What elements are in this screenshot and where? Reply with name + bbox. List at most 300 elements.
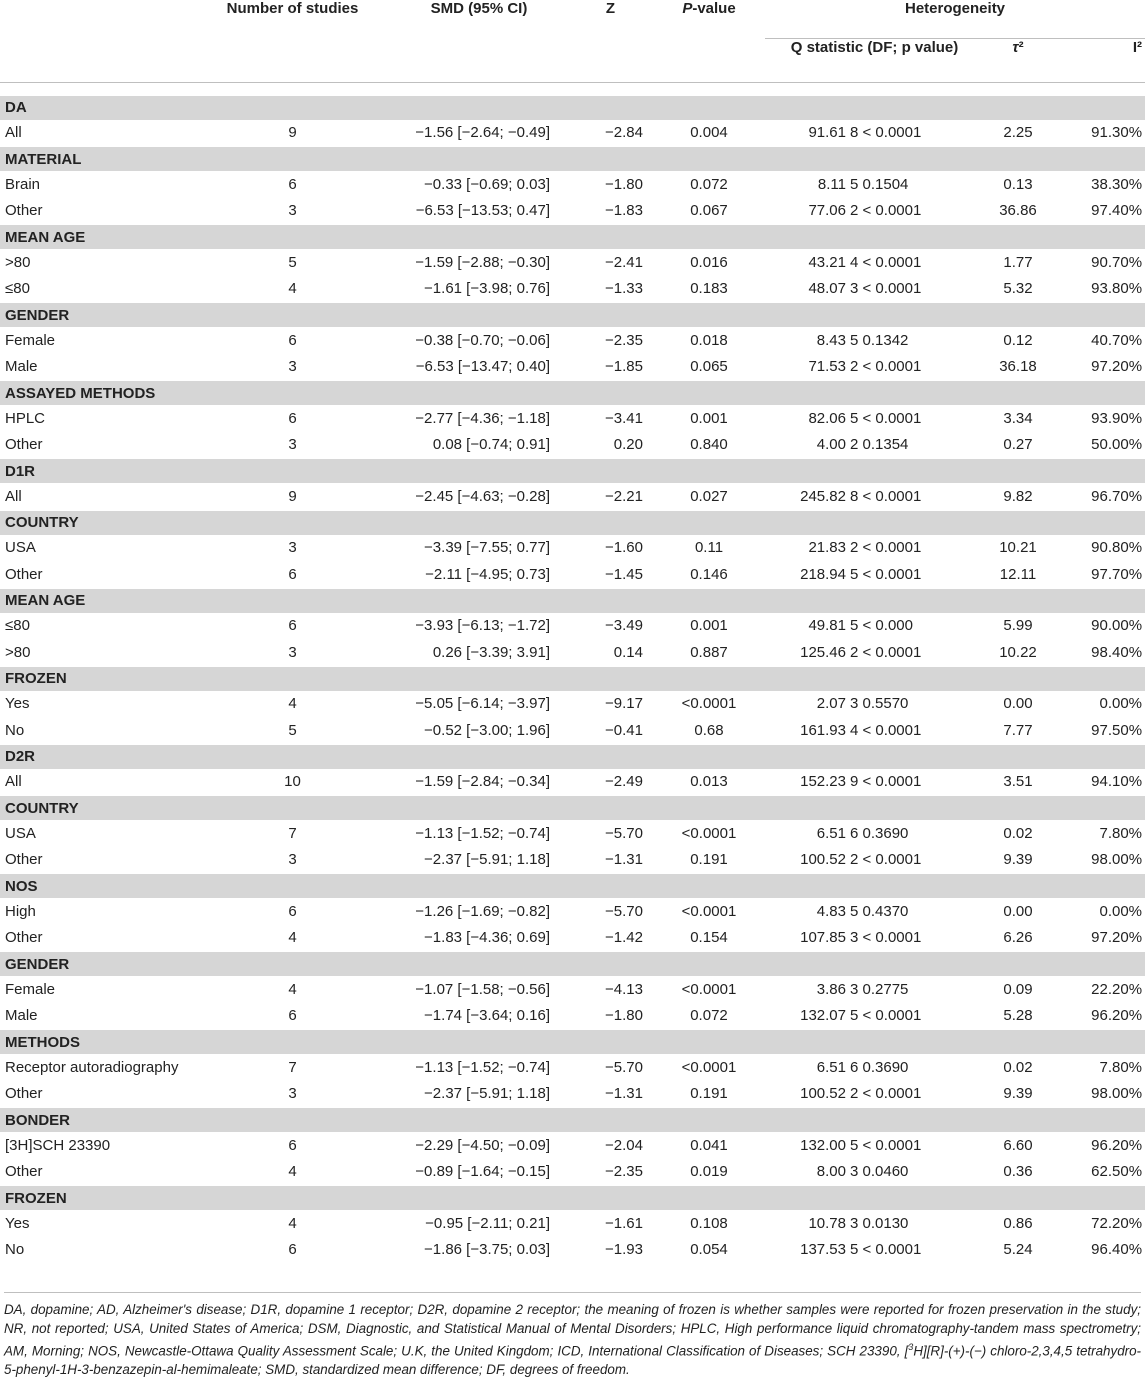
cell-i2: 96.40% (1091, 1241, 1143, 1259)
row-label: Other (5, 436, 43, 454)
cell-number-of-studies: 6 (288, 409, 297, 427)
cell-z: −4.13 (605, 980, 643, 998)
cell-smd: −1.07 [−1.58; −0.56] (415, 980, 550, 998)
cell-q-statistic: 77.06 (808, 202, 846, 220)
cell-q-statistic: 6.51 (816, 1058, 846, 1076)
table-row (0, 1003, 1145, 1030)
cell-smd: −1.59 [−2.84; −0.34] (415, 773, 550, 791)
cell-q-statistic: 3.86 (816, 980, 846, 998)
table-row (0, 327, 1145, 354)
cell-tau: 0.02 (1003, 824, 1033, 842)
cell-p-value: 0.68 (694, 721, 724, 739)
section-header-row (0, 1108, 1145, 1133)
row-label: Female (5, 331, 56, 349)
cell-number-of-studies: 5 (288, 253, 297, 271)
table-row (0, 561, 1145, 588)
cell-smd: −1.83 [−4.36; 0.69] (424, 929, 550, 947)
cell-tau: 0.02 (1003, 1058, 1033, 1076)
cell-number-of-studies: 6 (288, 1007, 297, 1025)
footnote-superscript: 3 (908, 1342, 914, 1352)
cell-z: −0.41 (605, 721, 643, 739)
cell-i2: 97.70% (1091, 565, 1143, 583)
cell-tau: 5.24 (1003, 1241, 1033, 1259)
row-label: [3H]SCH 23390 (5, 1136, 111, 1154)
cell-smd: −6.53 [−13.47; 0.40] (415, 358, 550, 376)
cell-i2: 50.00% (1091, 436, 1143, 454)
cell-z: −1.31 (605, 851, 643, 869)
cell-smd: −0.89 [−1.64; −0.15] (415, 1163, 550, 1181)
row-label: Yes (5, 695, 30, 713)
cell-smd: −2.37 [−5.91; 1.18] (424, 1085, 550, 1103)
table-row (0, 171, 1145, 198)
cell-i2: 91.30% (1091, 124, 1143, 142)
cell-q-statistic: 132.00 (800, 1136, 846, 1154)
cell-z: 0.20 (613, 436, 643, 454)
cell-i2: 62.50% (1091, 1163, 1143, 1181)
cell-q-df-p: 3 0.0130 (850, 1214, 909, 1232)
cell-tau: 0.00 (1003, 695, 1033, 713)
section-header-row (0, 95, 1145, 120)
cell-smd: −6.53 [−13.53; 0.47] (415, 202, 550, 220)
cell-p-value: 0.054 (690, 1241, 728, 1259)
cell-z: −1.45 (605, 565, 643, 583)
cell-smd: −1.74 [−3.64; 0.16] (424, 1007, 550, 1025)
cell-smd: −2.29 [−4.50; −0.09] (415, 1136, 550, 1154)
cell-tau: 12.11 (999, 565, 1037, 583)
row-label: Other (5, 1163, 43, 1181)
cell-q-statistic: 82.06 (808, 409, 846, 427)
cell-i2: 96.20% (1091, 1136, 1143, 1154)
row-label: Brain (5, 175, 41, 193)
cell-q-df-p: 3 0.0460 (850, 1163, 909, 1181)
cell-q-statistic: 8.43 (816, 331, 846, 349)
cell-tau: 0.27 (1003, 436, 1033, 454)
cell-tau: 5.28 (1003, 1007, 1033, 1025)
cell-p-value: 0.146 (690, 565, 728, 583)
cell-q-statistic: 100.52 (800, 851, 846, 869)
row-label: All (5, 487, 22, 505)
table-row (0, 483, 1145, 510)
cell-number-of-studies: 6 (288, 617, 297, 635)
cell-q-statistic: 48.07 (808, 280, 846, 298)
table-row (0, 847, 1145, 874)
cell-z: −1.61 (605, 1214, 643, 1232)
row-label: USA (5, 539, 36, 557)
cell-tau: 0.13 (1003, 175, 1033, 193)
cell-smd: −0.52 [−3.00; 1.96] (424, 721, 550, 739)
cell-p-value: <0.0001 (681, 1058, 737, 1076)
cell-q-df-p: 5 < 0.0001 (850, 1007, 922, 1025)
cell-i2: 98.40% (1091, 643, 1143, 661)
table-footnote (4, 1292, 1141, 1379)
row-label: Other (5, 202, 43, 220)
row-label: >80 (5, 643, 31, 661)
cell-p-value: 0.041 (690, 1136, 728, 1154)
cell-q-statistic: 10.78 (808, 1214, 846, 1232)
cell-number-of-studies: 4 (288, 1163, 297, 1181)
cell-p-value: 0.072 (690, 1007, 728, 1025)
cell-number-of-studies: 3 (288, 539, 297, 557)
table-row (0, 535, 1145, 562)
cell-z: 0.14 (613, 643, 643, 661)
section-title: D2R (0, 744, 1145, 769)
section-title: BONDER (0, 1108, 1145, 1133)
table-row (0, 769, 1145, 796)
table-row (0, 976, 1145, 1003)
cell-smd: −2.11 [−4.95; 0.73] (425, 565, 550, 583)
header-q-statistic: Q statistic (DF; p value) (765, 38, 984, 82)
table-row (0, 717, 1145, 744)
cell-smd: 0.08 [−0.74; 0.91] (432, 436, 550, 454)
cell-q-statistic: 4.83 (816, 902, 846, 920)
cell-tau: 10.21 (999, 539, 1037, 557)
cell-tau: 1.77 (1003, 253, 1033, 271)
cell-tau: 2.25 (1003, 124, 1033, 142)
cell-q-df-p: 8 < 0.0001 (850, 487, 922, 505)
cell-number-of-studies: 7 (288, 824, 297, 842)
cell-q-df-p: 3 < 0.0001 (850, 929, 922, 947)
cell-smd: −3.39 [−7.55; 0.77] (424, 539, 550, 557)
cell-i2: 90.00% (1091, 617, 1143, 635)
cell-q-df-p: 5 < 0.0001 (850, 1241, 922, 1259)
table-row (0, 1132, 1145, 1159)
cell-q-statistic: 245.82 (800, 487, 846, 505)
row-label: >80 (5, 253, 31, 271)
cell-tau: 5.32 (1003, 280, 1033, 298)
cell-smd: −1.61 [−3.98; 0.76] (424, 280, 550, 298)
table-row (0, 120, 1145, 147)
cell-i2: 93.90% (1091, 409, 1143, 427)
cell-smd: −0.33 [−0.69; 0.03] (424, 175, 550, 193)
cell-number-of-studies: 9 (288, 487, 297, 505)
cell-q-df-p: 4 < 0.0001 (850, 721, 922, 739)
cell-z: −2.04 (605, 1136, 643, 1154)
cell-tau: 0.86 (1003, 1214, 1033, 1232)
cell-q-statistic: 100.52 (800, 1085, 846, 1103)
cell-q-df-p: 2 < 0.0001 (850, 1085, 922, 1103)
section-header-row (0, 666, 1145, 691)
cell-i2: 96.70% (1091, 487, 1143, 505)
section-title: MEAN AGE (0, 588, 1145, 613)
cell-smd: −2.37 [−5.91; 1.18] (424, 851, 550, 869)
table-row (0, 1159, 1145, 1186)
section-title: MEAN AGE (0, 225, 1145, 250)
table-row (0, 1237, 1145, 1264)
cell-smd: −5.05 [−6.14; −3.97] (415, 695, 550, 713)
header-i2: I² (1052, 38, 1145, 82)
cell-p-value: <0.0001 (681, 824, 737, 842)
cell-q-statistic: 8.00 (816, 1163, 846, 1181)
cell-tau: 0.12 (1003, 331, 1033, 349)
cell-z: −2.21 (605, 487, 643, 505)
cell-i2: 7.80% (1099, 824, 1143, 842)
row-label: Other (5, 565, 43, 583)
cell-i2: 90.80% (1091, 539, 1143, 557)
cell-number-of-studies: 3 (288, 1085, 297, 1103)
row-label: Other (5, 851, 43, 869)
row-label: Male (5, 1007, 38, 1025)
row-label: Female (5, 980, 56, 998)
section-header-row (0, 459, 1145, 484)
row-label: ≤80 (5, 280, 30, 298)
cell-z: −1.60 (605, 539, 643, 557)
cell-z: −1.83 (605, 202, 643, 220)
cell-p-value: 0.840 (690, 436, 728, 454)
cell-i2: 90.70% (1091, 253, 1143, 271)
cell-q-df-p: 2 < 0.0001 (850, 851, 922, 869)
cell-p-value: <0.0001 (681, 695, 737, 713)
cell-q-df-p: 5 0.4370 (850, 902, 909, 920)
cell-number-of-studies: 6 (288, 175, 297, 193)
cell-q-df-p: 5 < 0.0001 (850, 1136, 922, 1154)
cell-q-df-p: 5 < 0.000 (850, 617, 913, 635)
cell-i2: 0.00% (1099, 902, 1143, 920)
cell-number-of-studies: 4 (288, 1214, 297, 1232)
row-label: All (5, 124, 22, 142)
cell-q-df-p: 2 < 0.0001 (850, 539, 922, 557)
section-header-row (0, 303, 1145, 328)
section-header-row (0, 1186, 1145, 1211)
header-blank (0, 0, 195, 38)
table-row (0, 898, 1145, 925)
section-title: GENDER (0, 952, 1145, 977)
cell-tau: 0.36 (1003, 1163, 1033, 1181)
table-header (0, 0, 1145, 95)
cell-i2: 40.70% (1091, 331, 1143, 349)
section-title: COUNTRY (0, 510, 1145, 535)
cell-q-statistic: 4.00 (816, 436, 846, 454)
cell-p-value: 0.183 (690, 280, 728, 298)
cell-i2: 0.00% (1099, 695, 1143, 713)
row-label: ≤80 (5, 617, 30, 635)
cell-z: −9.17 (605, 695, 643, 713)
cell-q-statistic: 43.21 (808, 253, 846, 271)
table-row (0, 925, 1145, 952)
cell-q-df-p: 2 < 0.0001 (850, 643, 922, 661)
table-row (0, 639, 1145, 666)
cell-smd: −0.95 [−2.11; 0.21] (425, 1214, 550, 1232)
cell-smd: −2.77 [−4.36; −1.18] (415, 409, 550, 427)
row-label: HPLC (5, 409, 46, 427)
header-p-value: P-value (682, 0, 736, 17)
cell-q-df-p: 2 < 0.0001 (850, 202, 922, 220)
row-label: Yes (5, 1214, 30, 1232)
row-label: USA (5, 824, 36, 842)
row-label: No (5, 721, 25, 739)
cell-i2: 96.20% (1091, 1007, 1143, 1025)
section-title: D1R (0, 459, 1145, 484)
cell-tau: 36.86 (999, 202, 1037, 220)
row-label: High (5, 902, 36, 920)
header-number-of-studies: Number of studies (226, 0, 359, 17)
section-header-row (0, 510, 1145, 535)
row-label: Other (5, 1085, 43, 1103)
cell-number-of-studies: 6 (288, 565, 297, 583)
cell-number-of-studies: 10 (284, 773, 301, 791)
cell-number-of-studies: 3 (288, 851, 297, 869)
cell-i2: 98.00% (1091, 1085, 1143, 1103)
cell-tau: 0.09 (1003, 980, 1033, 998)
cell-number-of-studies: 6 (288, 1241, 297, 1259)
cell-p-value: 0.191 (690, 1085, 728, 1103)
table-row (0, 405, 1145, 432)
cell-q-statistic: 137.53 (800, 1241, 846, 1259)
table-row (0, 354, 1145, 381)
cell-number-of-studies: 7 (288, 1058, 297, 1076)
cell-z: −1.80 (605, 1007, 643, 1025)
cell-tau: 0.00 (1003, 902, 1033, 920)
cell-z: −2.35 (605, 331, 643, 349)
cell-p-value: 0.154 (690, 929, 728, 947)
cell-i2: 97.40% (1091, 202, 1143, 220)
cell-tau: 9.82 (1003, 487, 1033, 505)
cell-tau: 6.26 (1003, 929, 1033, 947)
cell-smd: −1.13 [−1.52; −0.74] (415, 824, 550, 842)
cell-i2: 93.80% (1091, 280, 1143, 298)
cell-i2: 22.20% (1091, 980, 1143, 998)
cell-smd: −1.86 [−3.75; 0.03] (424, 1241, 550, 1259)
cell-number-of-studies: 4 (288, 695, 297, 713)
cell-smd: −1.13 [−1.52; −0.74] (415, 1058, 550, 1076)
footnote-text-1: DA, dopamine; AD, Alzheimer's disease; D1R, dopamine 1 receptor; D2R, dopamine 2 receptor; the meaning of frozen is whether samples were reported for frozen preservation in the study; NR, not reported; USA, United States of America; DSM, Diagnostic, and Statistical Manual of Mental Disorders; HPLC, High performance liquid chromatography-tandem mass spectrometry; AM, Morning; NOS, Newcastle-Ottawa Quality Assessment Scale; U.K, the United Kingdom; ICD, International Classification of Diseases; SCH 23390, [ (4, 1302, 1141, 1359)
section-title: COUNTRY (0, 796, 1145, 821)
cell-p-value: <0.0001 (681, 980, 737, 998)
cell-p-value: 0.019 (690, 1163, 728, 1181)
cell-q-df-p: 5 0.1342 (850, 331, 909, 349)
cell-p-value: 0.018 (690, 331, 728, 349)
section-header-row (0, 381, 1145, 406)
table-row (0, 1210, 1145, 1237)
header-heterogeneity: Heterogeneity (765, 0, 1145, 38)
cell-q-df-p: 8 < 0.0001 (850, 124, 922, 142)
cell-p-value: 0.072 (690, 175, 728, 193)
table-row (0, 249, 1145, 276)
cell-p-value: 0.004 (690, 124, 728, 142)
cell-i2: 97.50% (1091, 721, 1143, 739)
cell-tau: 5.99 (1003, 617, 1033, 635)
cell-z: −2.84 (605, 124, 643, 142)
row-label: No (5, 1241, 25, 1259)
cell-number-of-studies: 3 (288, 358, 297, 376)
cell-q-df-p: 2 0.1354 (850, 436, 909, 454)
cell-tau: 3.51 (1003, 773, 1033, 791)
cell-z: −2.41 (605, 253, 643, 271)
cell-q-statistic: 107.85 (800, 929, 846, 947)
cell-q-statistic: 8.11 (817, 175, 846, 193)
cell-tau: 10.22 (999, 643, 1037, 661)
cell-z: −2.35 (605, 1163, 643, 1181)
cell-number-of-studies: 3 (288, 202, 297, 220)
table-row (0, 613, 1145, 640)
cell-p-value: <0.0001 (681, 902, 737, 920)
cell-number-of-studies: 3 (288, 643, 297, 661)
cell-q-statistic: 91.61 (808, 124, 846, 142)
cell-p-value: 0.11 (694, 539, 724, 557)
cell-q-df-p: 5 < 0.0001 (850, 565, 922, 583)
cell-z: −1.33 (605, 280, 643, 298)
cell-z: −3.41 (605, 409, 643, 427)
cell-tau: 7.77 (1003, 721, 1033, 739)
section-header-row (0, 874, 1145, 899)
cell-smd: 0.26 [−3.39; 3.91] (432, 643, 550, 661)
cell-smd: −1.56 [−2.64; −0.49] (415, 124, 550, 142)
table-row (0, 691, 1145, 718)
cell-p-value: 0.191 (690, 851, 728, 869)
cell-q-df-p: 3 0.5570 (850, 695, 909, 713)
cell-z: −5.70 (605, 824, 643, 842)
row-label: Receptor autoradiography (5, 1058, 179, 1076)
section-title: FROZEN (0, 666, 1145, 691)
cell-q-df-p: 6 0.3690 (850, 1058, 909, 1076)
cell-q-statistic: 71.53 (808, 358, 846, 376)
section-header-row (0, 1030, 1145, 1055)
cell-smd: −2.45 [−4.63; −0.28] (415, 487, 550, 505)
row-label: All (5, 773, 22, 791)
table-row (0, 432, 1145, 459)
cell-z: −1.80 (605, 175, 643, 193)
cell-i2: 38.30% (1091, 175, 1143, 193)
cell-i2: 97.20% (1091, 929, 1143, 947)
cell-q-statistic: 21.83 (808, 539, 846, 557)
cell-z: −2.49 (605, 773, 643, 791)
cell-q-df-p: 4 < 0.0001 (850, 253, 922, 271)
cell-q-df-p: 3 0.2775 (850, 980, 909, 998)
cell-z: −5.70 (605, 902, 643, 920)
cell-z: −1.42 (605, 929, 643, 947)
cell-smd: −3.93 [−6.13; −1.72] (415, 617, 550, 635)
cell-tau: 9.39 (1003, 851, 1033, 869)
section-title: MATERIAL (0, 147, 1145, 172)
cell-q-df-p: 6 0.3690 (850, 824, 909, 842)
header-z: Z (605, 0, 616, 17)
cell-tau: 36.18 (999, 358, 1037, 376)
cell-z: −5.70 (605, 1058, 643, 1076)
cell-smd: −1.59 [−2.88; −0.30] (415, 253, 550, 271)
cell-q-statistic: 6.51 (816, 824, 846, 842)
row-label: Other (5, 929, 43, 947)
cell-number-of-studies: 9 (288, 124, 297, 142)
cell-smd: −1.26 [−1.69; −0.82] (415, 902, 550, 920)
cell-q-statistic: 125.46 (800, 643, 846, 661)
cell-z: −1.85 (605, 358, 643, 376)
cell-number-of-studies: 6 (288, 902, 297, 920)
section-header-row (0, 952, 1145, 977)
cell-p-value: 0.027 (690, 487, 728, 505)
section-header-row (0, 744, 1145, 769)
section-title: FROZEN (0, 1186, 1145, 1211)
cell-number-of-studies: 6 (288, 331, 297, 349)
cell-p-value: 0.065 (690, 358, 728, 376)
cell-p-value: 0.001 (690, 409, 728, 427)
cell-q-statistic: 161.93 (800, 721, 846, 739)
footnote-text-2: H][R]-(+)-(−) chloro-2,3,4,5 tetrahydro-5-phenyl-1H-3-benzazepin-al-hemimaleate; SMD, standardized mean difference; DF, degrees of freedom. (4, 1343, 1142, 1377)
cell-p-value: 0.887 (690, 643, 728, 661)
section-header-row (0, 225, 1145, 250)
cell-z: −3.49 (605, 617, 643, 635)
cell-i2: 98.00% (1091, 851, 1143, 869)
cell-q-df-p: 3 < 0.0001 (850, 280, 922, 298)
cell-number-of-studies: 4 (288, 929, 297, 947)
cell-number-of-studies: 5 (288, 721, 297, 739)
section-header-row (0, 147, 1145, 172)
cell-p-value: 0.108 (690, 1214, 728, 1232)
cell-q-statistic: 152.23 (800, 773, 846, 791)
table-row (0, 276, 1145, 303)
cell-smd: −0.38 [−0.70; −0.06] (415, 331, 550, 349)
cell-i2: 94.10% (1091, 773, 1143, 791)
section-title: METHODS (0, 1030, 1145, 1055)
cell-q-df-p: 5 0.1504 (850, 175, 909, 193)
